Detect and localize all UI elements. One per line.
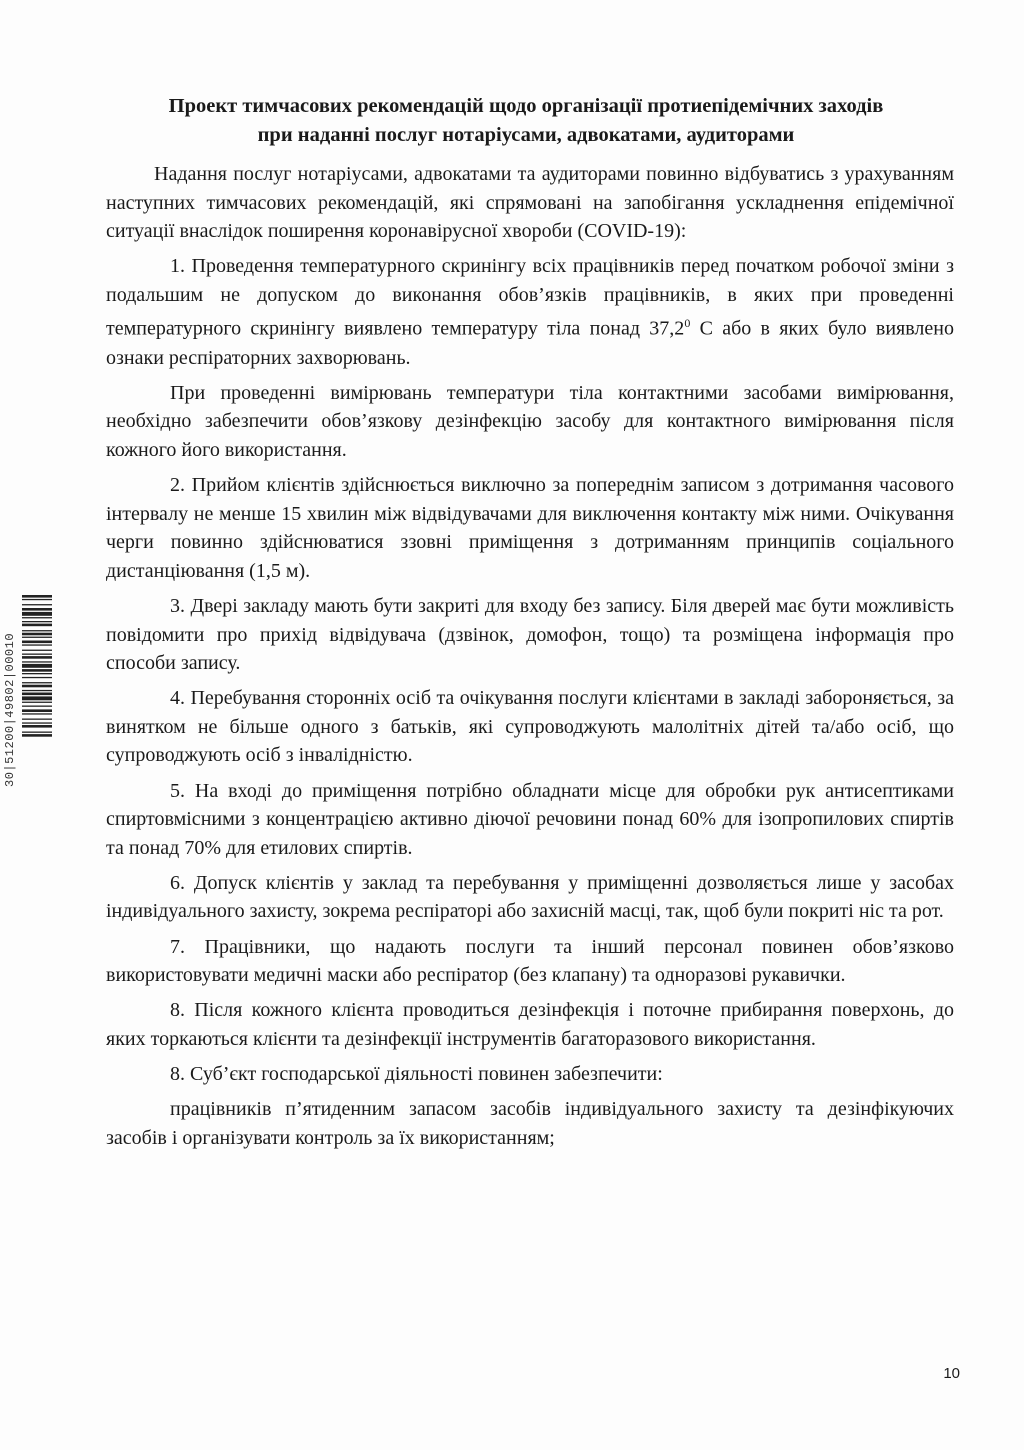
barcode-bar — [22, 637, 52, 638]
paragraph-8: 8. Після кожного клієнта проводиться дезінфекція і поточне прибирання поверхонь, до яких торкаються клієнти та дезінфекції інструментів багаторазового використання. — [106, 999, 954, 1050]
barcode-bar — [22, 654, 52, 655]
paragraph-10: працівників п’ятиденним запасом засобів індивідуального захисту та дезінфікуючих засобів і організувати контроль за їх використанням; — [106, 1097, 954, 1149]
barcode-bar — [22, 685, 52, 688]
paragraph-6: 6. Допуск клієнтів у заклад та перебування у приміщенні дозволяється лише у засобах індивідуального захисту, зокрема респіраторі або захисній масці, так, щоб були покриті ніс та рот. — [106, 871, 954, 923]
barcode-bar — [22, 661, 52, 662]
intro-paragraph: Надання послуг нотаріусами, адвокатами та аудиторами повинно відбуватись з урахуванням наступних тимчасових рекомендацій, які спрямовані на запобігання ускладнення епідемічної ситуації внаслідок поширення коронавірусної хвороби (COVID-19): — [106, 163, 954, 243]
barcode-bar — [22, 644, 52, 645]
paragraph-5: 5. На вході до приміщення потрібно обладнати місце для обробки рук антисептиками спиртовмісними з концентрацією активно діючої речовини понад 60% для ізопропилових спиртів та понад 70% для етилових спиртів. — [106, 779, 954, 859]
barcode-bar — [22, 713, 52, 714]
paragraph-3: 3. Двері закладу мають бути закриті для входу без запису. Біля дверей має бути можливість повідомити про прихід відвідувача (дзвінок, домофон, тощо) та розміщена інформація про способи запису. — [106, 594, 954, 675]
barcode-bar — [22, 630, 52, 631]
document-title — [96, 92, 956, 150]
barcode-bar — [22, 702, 52, 703]
barcode-bar — [22, 677, 52, 678]
barcode-bar — [22, 599, 52, 600]
barcode-bar — [22, 595, 52, 598]
barcode-bar — [22, 621, 52, 622]
barcode-bar — [22, 706, 52, 707]
title-line-2: при наданні послуг нотаріусами, адвокатами, аудиторами — [257, 124, 795, 146]
barcode-bar — [22, 709, 52, 712]
barcode-bar — [22, 722, 52, 723]
barcode-bar — [22, 608, 52, 611]
barcode-bar — [22, 650, 52, 651]
barcode-bar — [22, 690, 52, 691]
paragraph-4: 4. Перебування сторонніх осіб та очікування послуги клієнтами в закладі забороняється, за винятком не більше одного з батьків, які супроводжують малолітніх дітей та/або осіб, що супроводжують осіб з інвалідністю. — [106, 687, 954, 767]
paragraph-1-tail: С або в яких було виявлено ознаки респіраторних захворювань. — [106, 318, 954, 369]
degree-superscript: 0 — [684, 316, 691, 331]
barcode-bar — [22, 641, 52, 644]
barcode-bar — [22, 696, 52, 700]
page-number: 10 — [943, 1365, 960, 1382]
barcode-bar — [22, 719, 52, 720]
barcode-bar — [22, 617, 52, 618]
title-line-1: Проект тимчасових рекомендацій щодо організації протиепідемічних заходів — [168, 95, 884, 117]
paragraph-9: 8. Суб’єкт господарської діяльності повинен забезпечити: — [170, 1062, 663, 1085]
barcode-icon — [22, 595, 52, 835]
barcode-bar — [22, 682, 52, 683]
document-body — [106, 160, 954, 1159]
barcode-bar — [22, 732, 52, 733]
paragraph-7: 7. Працівники, що надають послуги та інший персонал повинен обов’язково використовувати медичні маски або респіратор (без клапану) та одноразові рукавички. — [106, 935, 954, 987]
barcode-bar — [22, 693, 52, 696]
barcode-bar — [22, 612, 52, 616]
barcode-text: 30|51200|49802|00010 — [3, 632, 17, 788]
paragraph-1b: При проведенні вимірювань температури тіла контактними засобами вимірювання, необхідно забезпечити обов’язкову дезінфекцію засобу для контактного вимірювання після кожного його використання. — [106, 381, 954, 461]
barcode-bar — [22, 669, 52, 672]
paragraph-2: 2. Прийом клієнтів здійснюється виключно за попереднім записом з дотримання часового інтервалу не менше 15 хвилин між відвідувачами для виключення контакту між ними. Очікування черги повинно здійснюватися ззовні приміщення з дотриманням принципів соціального дистанціювання (1,5 м). — [106, 474, 954, 582]
paragraph-1 — [106, 252, 954, 372]
paragraph-1-text: 1. Проведення температурного скринінгу всіх працівників перед початком робочої зміни з подальшим не допуском до виконання обов’язків працівників, в яких при проведенні температурного скринінгу виявлено температуру тіла понад 37,2 — [106, 255, 954, 341]
barcode-bar — [22, 734, 52, 737]
barcode-bar — [22, 604, 52, 605]
barcode-bar — [22, 673, 52, 674]
barcode-bar — [22, 624, 52, 627]
barcode-bar — [22, 725, 52, 728]
barcode-bar — [22, 633, 52, 636]
barcode-bar — [22, 656, 52, 659]
barcode-bar — [22, 664, 52, 668]
